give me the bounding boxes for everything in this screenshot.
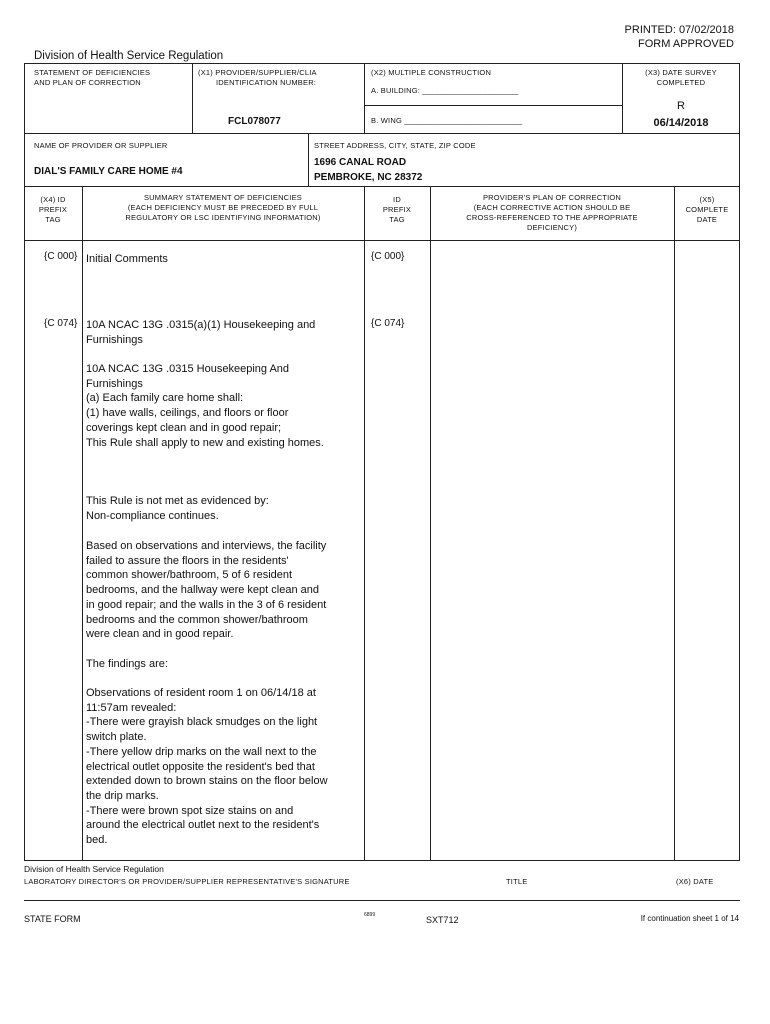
tag-c074-right: {C 074} <box>371 318 405 329</box>
building-line: A. BUILDING: ______________________ <box>371 86 519 95</box>
table-bottom-border <box>24 860 740 861</box>
survey-completed-date: 06/14/2018 <box>653 117 709 129</box>
x3-resurvey-flag: R <box>677 100 685 112</box>
title-label: TITLE <box>506 877 528 886</box>
x6-date-label: (X6) DATE <box>676 877 714 886</box>
division-title: Division of Health Service Regulation <box>34 50 224 62</box>
address-street: 1696 CANAL ROAD <box>314 157 407 168</box>
initial-comments: Initial Comments <box>86 253 168 265</box>
x5-header: (X5) <box>699 195 715 204</box>
tag-c000: {C 000} <box>44 251 78 262</box>
table-left-border <box>24 63 25 861</box>
not-met-text: This Rule is not met as evidenced by: Non-compliance continues. <box>86 495 269 522</box>
c074-title-line2: Furnishings <box>86 334 143 346</box>
provider-name: DIAL'S FAMILY CARE HOME #4 <box>34 166 183 177</box>
plan-header: PROVIDER'S PLAN OF CORRECTION <box>482 193 622 202</box>
table-right-border <box>739 63 740 861</box>
wing-line: B. WING ___________________________ <box>371 116 523 125</box>
footer-division: Division of Health Service Regulation <box>24 864 164 874</box>
room1-observations: Observations of resident room 1 on 06/14/18 at 11:57am revealed: -There were grayish black smudges on the light switch plate. -There yellow drip marks on the wall next to the electrical outlet opposite the resident's bed that extended down to brown stains on the floor below the drip marks. -There were brown spot size stains on and around the electrical outlet next to the resident's bed. <box>86 687 328 847</box>
x2-label: (X2) MULTIPLE CONSTRUCTION <box>371 68 492 77</box>
c074-title-line1: 10A NCAC 13G .0315(a)(1) Housekeeping and <box>86 319 316 331</box>
rule-text: 10A NCAC 13G .0315 Housekeeping And Furnishings (a) Each family care home shall: (1) have walls, ceilings, and floors or floor coverings kept clean and in good repair; This Rule shall apply to new and existing homes. <box>86 363 324 449</box>
x4-header: (X4) ID <box>40 195 66 204</box>
address-city: PEMBROKE, NC 28372 <box>314 172 423 183</box>
tag-c000-right: {C 000} <box>371 251 405 262</box>
summary-header: SUMMARY STATEMENT OF DEFICIENCIES <box>143 193 302 202</box>
provider-id-number: FCL078077 <box>228 116 281 127</box>
tag-c074: {C 074} <box>44 318 78 329</box>
form-approved: FORM APPROVED <box>638 38 734 50</box>
statement-label: STATEMENT OF DEFICIENCIES <box>34 68 151 77</box>
state-form-label: STATE FORM <box>24 914 81 924</box>
address-label: STREET ADDRESS, CITY, STATE, ZIP CODE <box>314 141 476 150</box>
observation-summary: Based on observations and interviews, the facility failed to assure the floors in the residents' common shower/bathroom, 5 of 6 resident bedrooms, and the hallway were kept clean and in good repair; and the walls in the 3 of 6 resident bedrooms and the common shower/bathroom were clean and in good repair. <box>86 540 327 641</box>
signature-label: LABORATORY DIRECTOR'S OR PROVIDER/SUPPLIER REPRESENTATIVE'S SIGNATURE <box>24 877 350 886</box>
x3-label: (X3) DATE SURVEY <box>645 68 717 77</box>
provider-name-label: NAME OF PROVIDER OR SUPPLIER <box>34 141 168 150</box>
printed-date: PRINTED: 07/02/2018 <box>624 24 734 36</box>
findings-heading: The findings are: <box>86 658 168 670</box>
continuation-sheet: If continuation sheet 1 of 14 <box>640 914 739 923</box>
id-header: ID <box>393 195 401 204</box>
x1-label: (X1) PROVIDER/SUPPLIER/CLIA <box>198 68 317 77</box>
table-top-border <box>24 63 740 64</box>
form-number: 6899 <box>364 912 376 918</box>
sheet-code: SXT712 <box>426 915 459 925</box>
